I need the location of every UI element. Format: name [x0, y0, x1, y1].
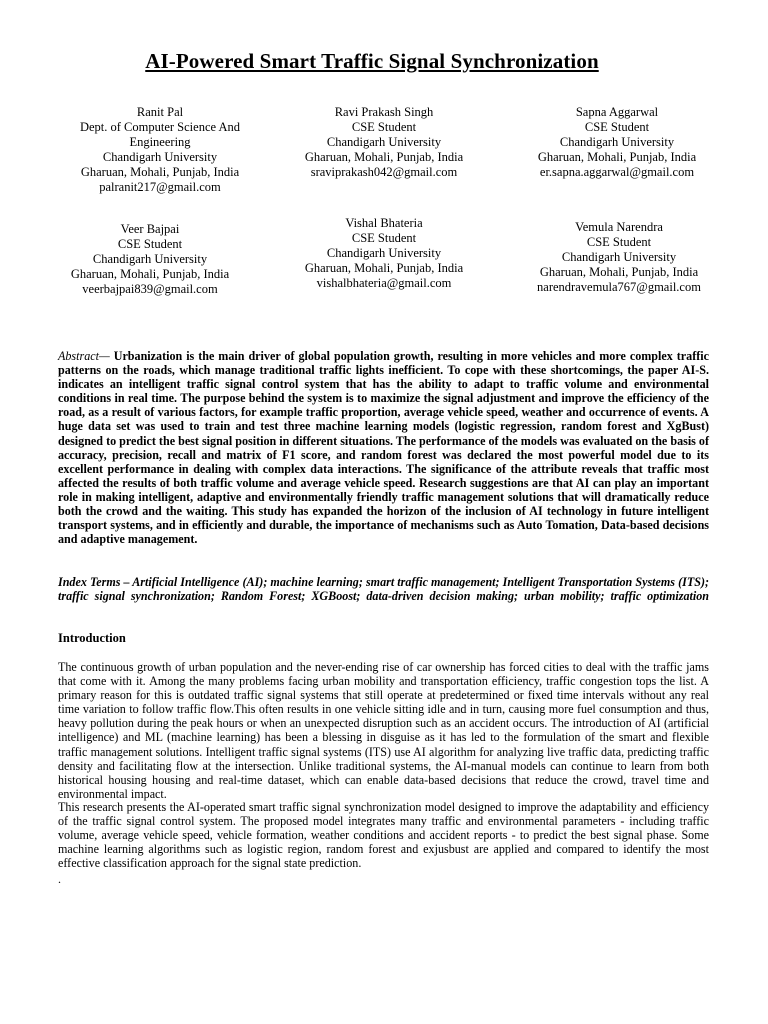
author-block-3	[517, 105, 717, 180]
introduction-paragraph-2: This research presents the AI-operated smart traffic signal synchronization model designed to improve the adaptability and efficiency of the traffic signal control system. The proposed model integrates many traffic and environmental parameters - including traffic volume, average vehicle speed, vehicle formation, weather conditions and accident reports - to predict the best signal phase. Some machine learning algorithms such as logistic region, random forest and exjusbust are applied and compared to identify the most effective classification approach for the signal state prediction.	[58, 800, 709, 871]
introduction-paragraph-1: The continuous growth of urban population and the never-ending rise of car ownership has forced cities to deal with the traffic jams that come with it. Among the many problems facing urban mobility and transportation efficiency, traffic congestion tops the list. A primary reason for this is outdated traffic signal systems that still operate at predetermined or fixed time intervals without any real time variation to follow traffic flow.This often results in one vehicle sitting idle and in turn, causing more fuel consumption and thus, heavy pollution during the peak hours or when an unexpected disruption such as an accident occurs. The introduction of AI (artificial intelligence) and ML (machine learning) has been a blessing in disguise as it has led to the formulation of the smart and flexible traffic management solutions. Intelligent traffic signal systems (ITS) use AI algorithm for analyzing live traffic data, predicting traffic density and facilitating flow at the intersection. Unlike traditional systems, the AI-manual models can continue to learn from both historical housing housing and real-time dataset, which can enable data-based decisions that reduce the crowd, travel time and environmental impact.	[58, 660, 709, 801]
author-name: Veer Bajpai	[120, 222, 180, 236]
author-role: CSE Student	[586, 235, 652, 249]
author-email: veerbajpai839@gmail.com	[82, 282, 218, 296]
author-email: vishalbhateria@gmail.com	[316, 276, 452, 290]
paper-title: AI-Powered Smart Traffic Signal Synchronization	[145, 49, 599, 73]
author-email: er.sapna.aggarwal@gmail.com	[539, 165, 695, 179]
author-role: CSE Student	[584, 120, 650, 134]
author-email: narendravemula767@gmail.com	[537, 280, 701, 294]
index-terms: Index Terms – Artificial Intelligence (AI); machine learning; smart traffic management; Intelligent Transportation Systems (ITS); traffic signal synchronization; Random Forest; XGBoost; data-driven decision making; urban mobility; traffic optimization	[58, 575, 709, 604]
author-university: Chandigarh University	[326, 135, 442, 149]
author-block-6	[517, 220, 721, 295]
author-role: CSE Student	[351, 120, 417, 134]
author-block-2	[284, 105, 484, 180]
author-name: Vemula Narendra	[575, 220, 663, 234]
trailing-period: .	[58, 872, 61, 886]
author-role: CSE Student	[117, 237, 183, 251]
author-name: Ranit Pal	[136, 105, 184, 119]
author-university: Chandigarh University	[326, 246, 442, 260]
abstract-label: Abstract—	[58, 349, 110, 363]
author-location: Gharuan, Mohali, Punjab, India	[537, 150, 697, 164]
author-block-5	[282, 216, 486, 291]
author-location: Gharuan, Mohali, Punjab, India	[70, 267, 230, 281]
author-email: palranit217@gmail.com	[99, 180, 221, 194]
author-university: Chandigarh University	[92, 252, 208, 266]
author-name: Vishal Bhateria	[345, 216, 423, 230]
author-email: sraviprakash042@gmail.com	[310, 165, 458, 179]
author-role: CSE Student	[351, 231, 417, 245]
author-university: Chandigarh University	[102, 150, 218, 164]
author-name: Sapna Aggarwal	[575, 105, 659, 119]
author-name: Ravi Prakash Singh	[334, 105, 434, 119]
author-university: Chandigarh University	[559, 135, 675, 149]
author-location: Gharuan, Mohali, Punjab, India	[80, 165, 240, 179]
author-location: Gharuan, Mohali, Punjab, India	[304, 261, 464, 275]
abstract-text: Urbanization is the main driver of global population growth, resulting in more vehicles and more complex traffic patterns on the roads, which manage traditional traffic lights inefficient. To cope with these shortcomings, the paper AI-S. indicates an intelligent traffic signal control system that has the ability to adapt to traffic volume and environmental conditions in real time. The purpose behind the system is to maximize the signal adjustment and improve the efficiency of the road, as a result of various factors, for example traffic proportion, average vehicle speed, weather and occurrence of events. A huge data set was used to train and test three machine learning models (logistic regression, random forest and XgBust) designed to predict the best signal position in different situations. The performance of the models was evaluated on the basis of accuracy, precision, recall and matrix of F1 score, and random forest was declared the most powerful model due to its excellent performance in dealing with complex data interactions. The significance of the attribute reveals that traffic most affected the results of both traffic volume and average vehicle speed. Research suggestions are that AI can play an important role in making intelligent, adaptive and environmentally friendly traffic management solutions that will dramatically reduce both the crowd and the waiting. This study has expanded the horizon of the inclusion of AI technology in future intelligent transport systems, and in efficiently and durable, the importance of mechanisms such as Auto Tomation, Data-based decisions and adaptive management.	[58, 349, 709, 547]
author-dept: Dept. of Computer Science And	[79, 120, 241, 134]
abstract	[58, 349, 709, 546]
author-block-1	[58, 105, 262, 195]
author-block-4	[48, 222, 252, 297]
author-dept-cont: Engineering	[129, 135, 191, 149]
author-university: Chandigarh University	[561, 250, 677, 264]
author-location: Gharuan, Mohali, Punjab, India	[304, 150, 464, 164]
introduction-heading: Introduction	[58, 631, 126, 645]
author-location: Gharuan, Mohali, Punjab, India	[539, 265, 699, 279]
